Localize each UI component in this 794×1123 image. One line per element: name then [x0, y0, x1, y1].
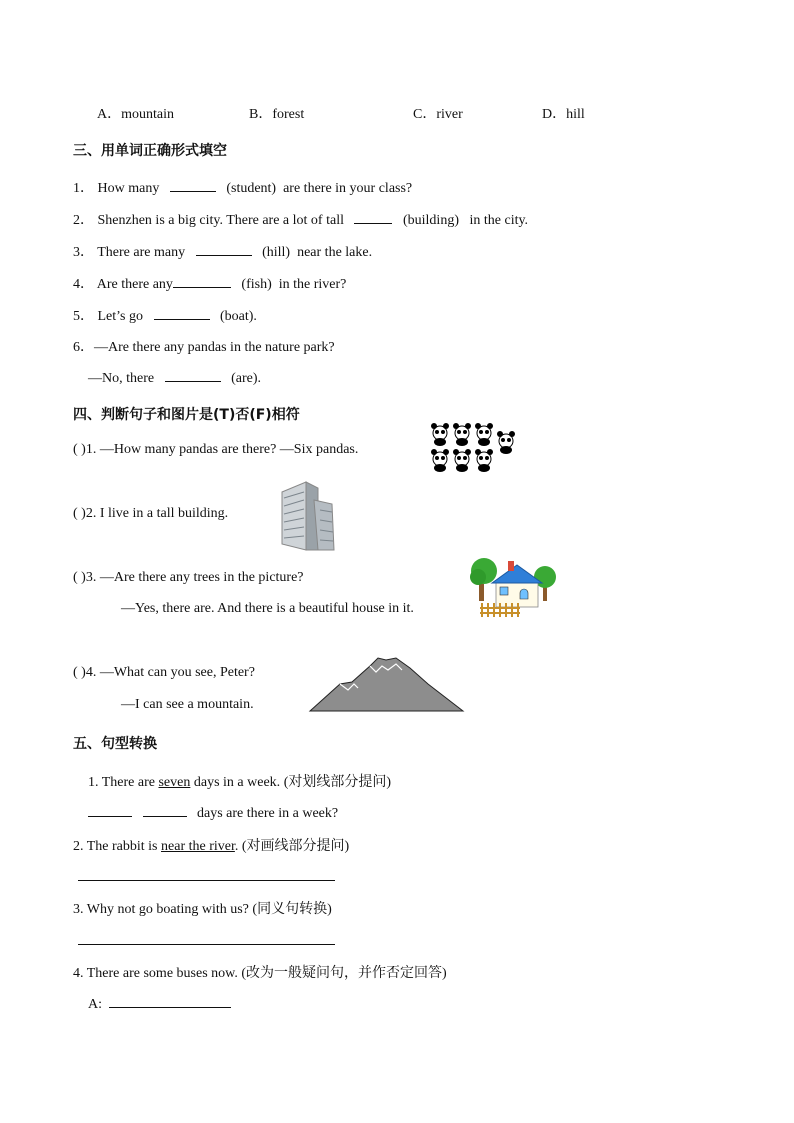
answer-blank[interactable] [143, 803, 187, 817]
building-icon [278, 478, 336, 552]
answer-blank[interactable] [170, 178, 216, 192]
s5-item-4: 4. There are some buses now. (改为一般疑问句，并作否定回答) [73, 966, 447, 981]
s4-item-4: ( )4. —What can you see, Peter? [73, 665, 255, 680]
s4-item-4-line2: —I can see a mountain. [121, 697, 254, 712]
s3-item-2: 2． Shenzhen is a big city. There are a lot of tall (building) in the city. [73, 209, 528, 229]
s3-item-4: 4． Are there any (fish) in the river? [73, 273, 346, 293]
s4-item-2: ( )2. I live in a tall building. [73, 506, 229, 521]
house-icon [472, 553, 560, 619]
option-a: A．mountain [97, 107, 175, 122]
s5-item-1: 1. There are seven days in a week. (对划线部分提问) [88, 775, 392, 790]
judge-paren[interactable]: ( ) [73, 442, 86, 457]
answer-blank[interactable] [196, 242, 252, 256]
option-b: B．forest [249, 107, 305, 122]
answer-blank[interactable] [354, 210, 392, 224]
answer-line[interactable] [78, 944, 335, 945]
answer-blank[interactable] [165, 368, 221, 382]
s3-item-3: 3． There are many (hill) near the lake. [73, 241, 372, 261]
s3-item-5: 5． Let’s go (boat). [73, 305, 257, 325]
answer-blank[interactable] [109, 994, 231, 1008]
s5-item-4-answer: A: [88, 994, 231, 1013]
s5-item-1-answer: days are there in a week? [88, 803, 338, 822]
section5-heading: 五、句型转换 [73, 736, 157, 752]
pandas-icon [430, 420, 520, 474]
option-c: C．river [413, 107, 463, 122]
s3-item-6-answer: —No, there (are). [88, 368, 261, 387]
s3-item-6-question: 6．—Are there any pandas in the nature park? [73, 340, 335, 355]
s3-item-1: 1． How many (student) are there in your class? [73, 177, 412, 197]
s5-item-2: 2. The rabbit is near the river. (对画线部分提问) [73, 839, 350, 854]
s4-item-3: ( )3. —Are there any trees in the picture? [73, 570, 304, 585]
section3-heading: 三、用单词正确形式填空 [73, 143, 227, 159]
s4-item-1: ( )1. —How many pandas are there? —Six pandas. [73, 442, 359, 457]
s5-item-3: 3. Why not go boating with us? (同义句转换) [73, 902, 332, 917]
judge-paren[interactable]: ( ) [73, 506, 86, 521]
judge-paren[interactable]: ( ) [73, 570, 86, 585]
answer-line[interactable] [78, 880, 335, 881]
answer-blank[interactable] [88, 803, 132, 817]
section4-heading: 四、判断句子和图片是(T)否(F)相符 [73, 407, 300, 423]
option-d: D．hill [542, 107, 585, 122]
answer-blank[interactable] [154, 306, 210, 320]
answer-blank[interactable] [173, 274, 231, 288]
s4-item-3-line2: —Yes, there are. And there is a beautiful house in it. [121, 601, 414, 616]
mountain-icon [310, 654, 464, 712]
judge-paren[interactable]: ( ) [73, 665, 86, 680]
